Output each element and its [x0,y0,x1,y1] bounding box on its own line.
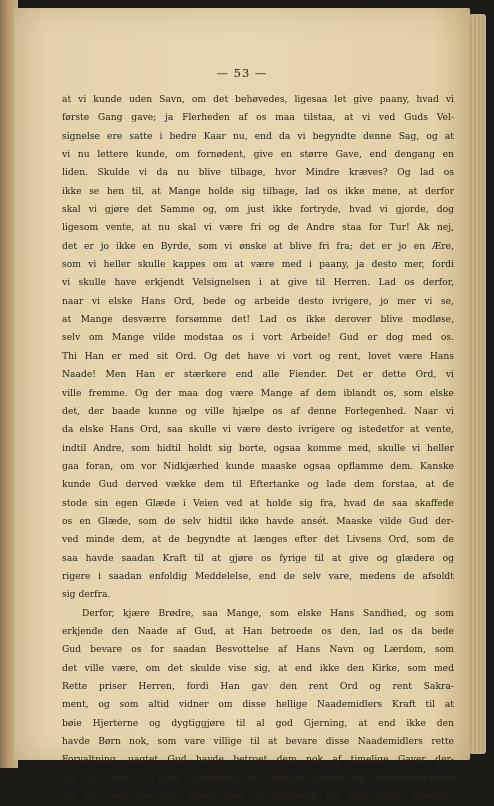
page-sheet [14,8,470,803]
text-line: det ville være, om det skulde vise sig, at end ikke den Kirke, som med [62,662,454,674]
text-line: Gud bevare os for saadan Besvottelse af Hans Navn og Lærdom, som [62,644,454,656]
text-line: signelse ere satte i bedre Kaar nu, end da vi begyndte denne Sag, og at [62,130,454,142]
text-line: ville fremme. Og der maa dog være Mange af dem iblandt os, som elske [62,387,454,399]
text-line: erkjende den Naade af Gud, at Han betroede os den, lad os da bede [62,625,454,637]
text-line: første Gang gave; ja Flerheden af os maa tilstaa, at vi ved Guds Vel- [62,112,454,124]
text-line: selv om Mange vilde modstaa os i vort Arbeide! Gud er dog med os. [62,332,454,344]
page-edges [468,14,486,754]
text-line: som vi heller skulle kappes om at være med i paany, ja desto mer, fordi [62,259,454,271]
text-line: indtil Andre, som hidtil holdt sig borte, ogsaa komme med, skulle vi heller [62,442,454,454]
text-line: stode sin egen Glæde i Veien ved at holde sig fra, hvad de saa skaffede [62,497,454,509]
text-line: om os, som ofte vise større Iver og Opofrelse for sine falske Lærdom- [62,791,454,803]
text-line: kunde Gud derved vække dem til Eftertanke og lade dem forstaa, at de [62,479,454,491]
text-line: bøie Hjerterne og dygtiggjøre til al god Gjerning, at end ikke den [62,717,454,729]
text-line: saa havde saadan Kraft til at gjøre os fyrige til at give og glædere og [62,552,454,564]
text-line: vi skulle have erkjendt Velsignelsen i at give til Herren. Lad os derfor, [62,277,454,289]
text-line: ved minde dem, at de begyndte at længes efter det Livsens Ord, som de [62,534,454,546]
text-line: os en Glæde, som de selv hidtil ikke havde ansét. Maaske vilde Gud der- [62,515,454,527]
text-line: ikke se hen til, at Mange holde sig tilbage, lad os ikke mene, at derfor [62,185,454,197]
text-line: naar vi elske Hans Ord, bede og arbeide desto ivrigere, jo mer vi se, [62,295,454,307]
page-number: — 53 — [216,66,268,80]
text-line: at vi kunde uden Savn, om det behøvedes, ligesaa let give paany, hvad vi [62,94,454,105]
text-line: Forvaltning, uagtet Gud havde betroet dem nok af timelige Gaver der- [62,754,454,766]
text-line: rigere i saadan enfoldig Meddelelse, end de selv vare, medens de afsoldt [62,570,454,582]
text-line: Naade! Men Han er stærkere end alle Fiender. Det er dette Ord, vi [62,369,454,381]
text-line: Derfor, kjære Brødre, saa Mange, som elske Hans Sandhed, og som [82,607,454,619]
text-line: det er jo ikke en Byrde, som vi ønske at blive fri fra; det er jo en Ære, [62,240,454,252]
text-line: til! Da vilde vi blive tilskamme for mange Sekter og Navnlutheranere [62,772,454,784]
text-line: at Mange desværre forsømme det! Lad os ikke derover blive modløse, [62,314,454,326]
text-line: havde Børn nok, som vare villige til at bevare disse Naademidlers rette [62,736,454,748]
text-line: gaa foran, om vor Nidkjærhed kunde maaske ogsaa opflamme dem. Kanske [62,460,454,472]
text-line: Thi Han er med sit Ord. Og det have vi vort og rent, lovet være Hans [62,350,454,362]
text-line: da elske Hans Ord, saa skulle vi være desto ivrigere og istedetfor at vente, [62,424,454,436]
text-line: ligesom vente, at nu skal vi være fri og de Andre staa for Tur! Ak nej, [62,222,454,234]
text-line: det, der baade kunne og ville hjælpe os af denne Forlegenhed. Naar vi [62,405,454,417]
text-line: liden. Skulde vi da nu blive tilbage, hvor Mindre kræves? Og lad os [62,167,454,179]
text-line: skal vi gjøre det Samme og, om just ikke fortryde, hvad vi gjorde, dog [62,204,454,216]
text-line: sig derfra. [62,589,111,601]
text-line: ment, og som altid vidner om disse hellige Naademidlers Kraft til at [62,699,454,711]
text-line: Rette priser Herren, fordi Han gav den rent Ord og rent Sakra- [62,681,454,692]
body-text [62,91,454,806]
text-line: vi nu lettere kunde, om fornødent, give en større Gave, end dengang en [62,149,454,161]
